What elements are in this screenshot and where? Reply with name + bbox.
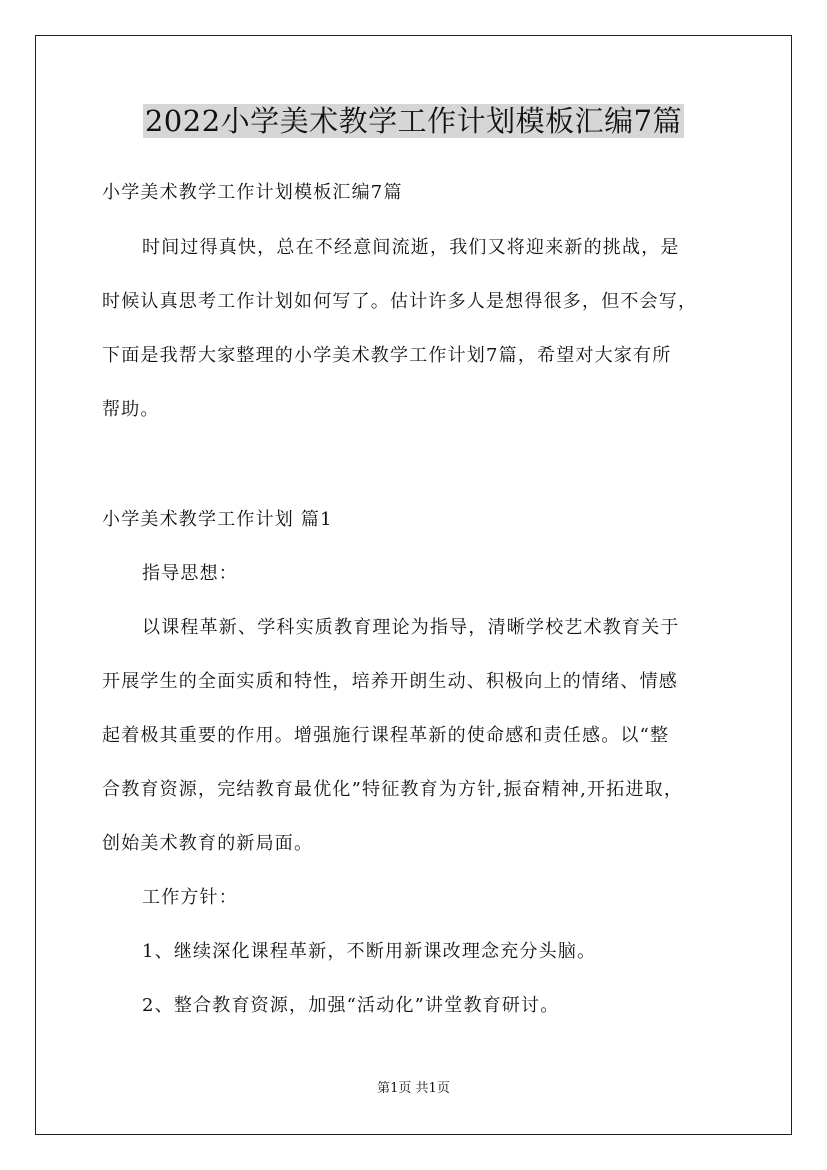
- guiding-heading: 指导思想：: [142, 563, 238, 584]
- document-subtitle: 小学美术教学工作计划模板汇编7篇: [102, 182, 403, 203]
- document-title-text: 2022小学美术教学工作计划模板汇编7篇: [144, 104, 683, 138]
- policy-item-2: 2、整合教育资源，加强“活动化”讲堂教育研讨。: [142, 995, 560, 1016]
- intro-line-3: 下面是我帮大家整理的小学美术教学工作计划7篇，希望对大家有所: [102, 345, 672, 366]
- policy-heading: 工作方针：: [142, 887, 238, 908]
- guiding-line-4: 合教育资源，完结教育最优化”特征教育为方针,振奋精神,开拓进取，: [102, 779, 684, 800]
- policy-item-1: 1、继续深化课程革新，不断用新课改理念充分头脑。: [142, 941, 597, 962]
- intro-line-1: 时间过得真快，总在不经意间流逝，我们又将迎来新的挑战，是: [142, 237, 680, 258]
- guiding-line-1: 以课程革新、学科实质教育理论为指导，清晰学校艺术教育关于: [142, 617, 680, 638]
- guiding-line-2: 开展学生的全面实质和特性，培养开朗生动、积极向上的情绪、情感: [102, 671, 678, 692]
- document-title: [0, 99, 827, 143]
- guiding-line-3: 起着极其重要的作用。增强施行课程革新的使命感和责任感。以“整: [102, 725, 670, 746]
- page-footer: 第1页 共1页: [377, 1081, 450, 1096]
- intro-line-4: 帮助。: [102, 399, 160, 420]
- intro-line-2: 时候认真思考工作计划如何写了。估计许多人是想得很多，但不会写，: [102, 291, 698, 312]
- section-heading: 小学美术教学工作计划 篇1: [102, 509, 333, 530]
- guiding-line-5: 创始美术教育的新局面。: [102, 833, 314, 854]
